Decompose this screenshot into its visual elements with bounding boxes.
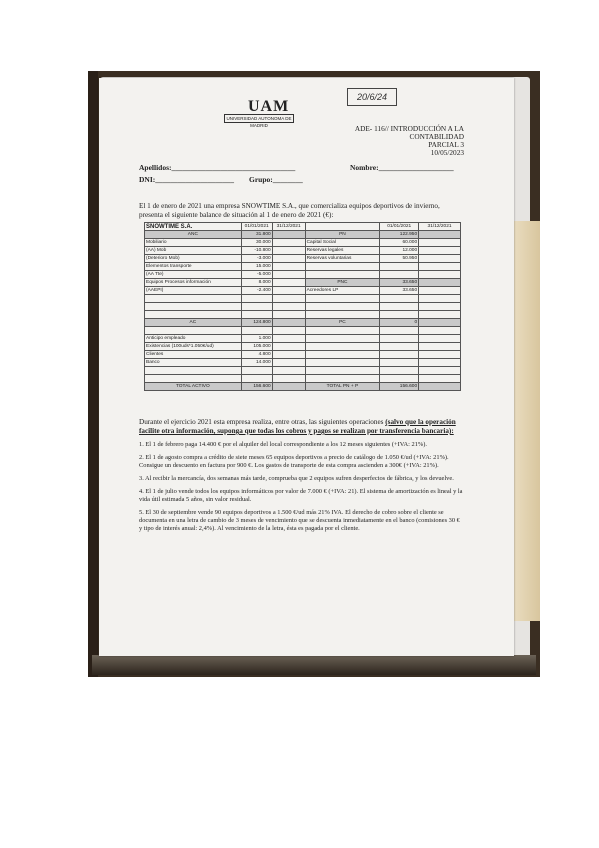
cell-label: Mobiliario [145,239,242,247]
cell-value: 60.000 [380,239,419,247]
total-pnp-label: TOTAL PN + P [305,383,380,391]
table-row [145,239,461,247]
date-col-4: 31/12/2021 [419,223,461,231]
university-logo [224,98,304,128]
table-row [145,271,461,279]
table-row [145,359,461,367]
cell-label: Elementos transporte [145,263,242,271]
table-row [145,295,461,303]
balance-sheet-table [144,222,461,391]
anc-total: 31.800 [241,231,272,239]
cell-value: 30.000 [241,239,272,247]
cell-value: 15.000 [241,263,272,271]
exam-date: 10/05/2023 [430,148,464,157]
cell-label: (Deterioro Mob) [145,255,242,263]
table-row [145,319,461,327]
cell-label: Banco [145,359,242,367]
apellidos-field: Apellidos:_________________________________ [139,163,296,172]
table-row [145,311,461,319]
cell-value: -10.800 [241,247,272,255]
lead-underlined: (salvo que la operación facilite otra información, suponga que todas los cobros y pagos se realizan por transferencia bancaria): [139,418,456,435]
cell-value: -2.400 [241,287,272,295]
exam-part: PARCIAL 3 [428,140,464,149]
cell-label: Equipos Procesos información [145,279,242,287]
date-col-1: 01/01/2021 [241,223,272,231]
cell-value: 8.000 [241,279,272,287]
table-row [145,231,461,239]
cell-value: 4.800 [241,351,272,359]
cell-value: 50.950 [380,255,419,263]
cell-label: Reservas legales [305,247,380,255]
total-activo-label: TOTAL ACTIVO [145,383,242,391]
table-row [145,327,461,335]
logo-mark: UAM [248,98,290,115]
table-row [145,375,461,383]
grupo-field: Grupo:________ [249,175,303,184]
cell-value: 33.650 [380,287,419,295]
cell-label: Capital Social [305,239,380,247]
operation-item: 5. El 30 de septiembre vende 90 equipos deportivos a 1.500 €/ud más 21% IVA. El derecho de cobro sobre el cliente se documenta en una letra de cambio de 3 meses de vencimiento que se descuenta inmediatamente en el banco (comisiones 30 € y tipo de interés anual: 2,4%). Al vencimiento de la letra, ésta es pagada por el cliente. [139,509,460,532]
pnc-total: 33.650 [380,279,419,287]
operation-item: 3. Al recibir la mercancía, dos semanas más tarde, comprueba que 2 equipos sufren desperfectos de fábrica, y los devuelve. [139,475,454,482]
table-surface [514,221,540,621]
table-row [145,367,461,375]
intro-paragraph: El 1 de enero de 2021 una empresa SNOWTIME S.A., que comercializa equipos deportivos de invierno, presenta el siguiente balance de situación al 1 de enero de 2021 (€): [139,202,440,219]
total-pnp: 156.600 [380,383,419,391]
course-title: ADE- 116// INTRODUCCIÓN A LA [354,124,464,133]
operations-section [139,418,464,538]
ac-total: 124.800 [241,319,272,327]
table-row [145,287,461,295]
table-row [145,351,461,359]
table-row [145,279,461,287]
table-row [145,303,461,311]
cell-label: (AAEPI) [145,287,242,295]
table-row [145,343,461,351]
operation-item: 2. El 1 de agosto compra a crédito de siete meses 65 equipos deportivos a precio de catálogo de 1.050 €/ud (+IVA: 21%). Consigue un descuento en factura por 900 €. Los gastos de transporte de esta compra ascienden a 300€ (+IVA: 21%). [139,454,449,469]
photo-left-edge [88,71,98,677]
operations-lead [139,418,464,436]
cell-value: 14.000 [241,359,272,367]
exam-paper [99,78,514,656]
dni-field: DNI:_____________________ [139,175,234,184]
nombre-field: Nombre:____________________ [350,163,454,172]
cell-label: (AA) Mob [145,247,242,255]
date-col-3: 01/01/2021 [380,223,419,231]
cell-value: 1.000 [241,335,272,343]
cell-value: -3.000 [241,255,272,263]
cell-label: (AA Tte) [145,271,242,279]
course-subtitle: CONTABILIDAD [409,132,464,141]
table-row [145,335,461,343]
pn-label: PN [305,231,380,239]
table-row [145,247,461,255]
lead-text: Durante el ejercicio 2021 esta empresa realiza, entre otras, las siguientes operaciones [139,418,384,426]
pnc-label: PNC [305,279,380,287]
table-header-row [145,223,461,231]
operation-item: 4. El 1 de julio vende todos los equipos informáticos por valor de 7.000 € (+IVA: 21). El sistema de amortización es lineal y la vida útil estimada 5 años, sin valor residual. [139,488,463,503]
date-col-2: 31/12/2021 [272,223,305,231]
company-name: SNOWTIME S.A. [145,223,242,231]
cell-label: Clientes [145,351,242,359]
pn-total: 122.950 [380,231,419,239]
pc-total: 0 [380,319,419,327]
cell-label: Reservas voluntarias [305,255,380,263]
cell-label: Anticipo empleado [145,335,242,343]
operation-item: 1. El 1 de febrero paga 14.400 € por el alquiler del local correspondiente a los 12 meses siguientes (+IVA: 21%). [139,441,427,448]
table-row [145,255,461,263]
logo-subtitle: UNIVERSIDAD AUTONOMA DE MADRID [224,114,294,123]
table-row [145,263,461,271]
table-row [145,383,461,391]
cell-value: -5.000 [241,271,272,279]
plastic-sleeve-edge [92,655,536,675]
anc-label: ANC [145,231,242,239]
cell-label: Existencias (100uds*1.050€/ud) [145,343,242,351]
cell-value: 105.000 [241,343,272,351]
cell-value: 12.000 [380,247,419,255]
total-activo: 156.600 [241,383,272,391]
pc-label: PC [305,319,380,327]
ac-label: AC [145,319,242,327]
exam-header [355,125,464,157]
cell-label: Acreedores LP [305,287,380,295]
handwritten-date: 20/6/24 [347,88,397,106]
